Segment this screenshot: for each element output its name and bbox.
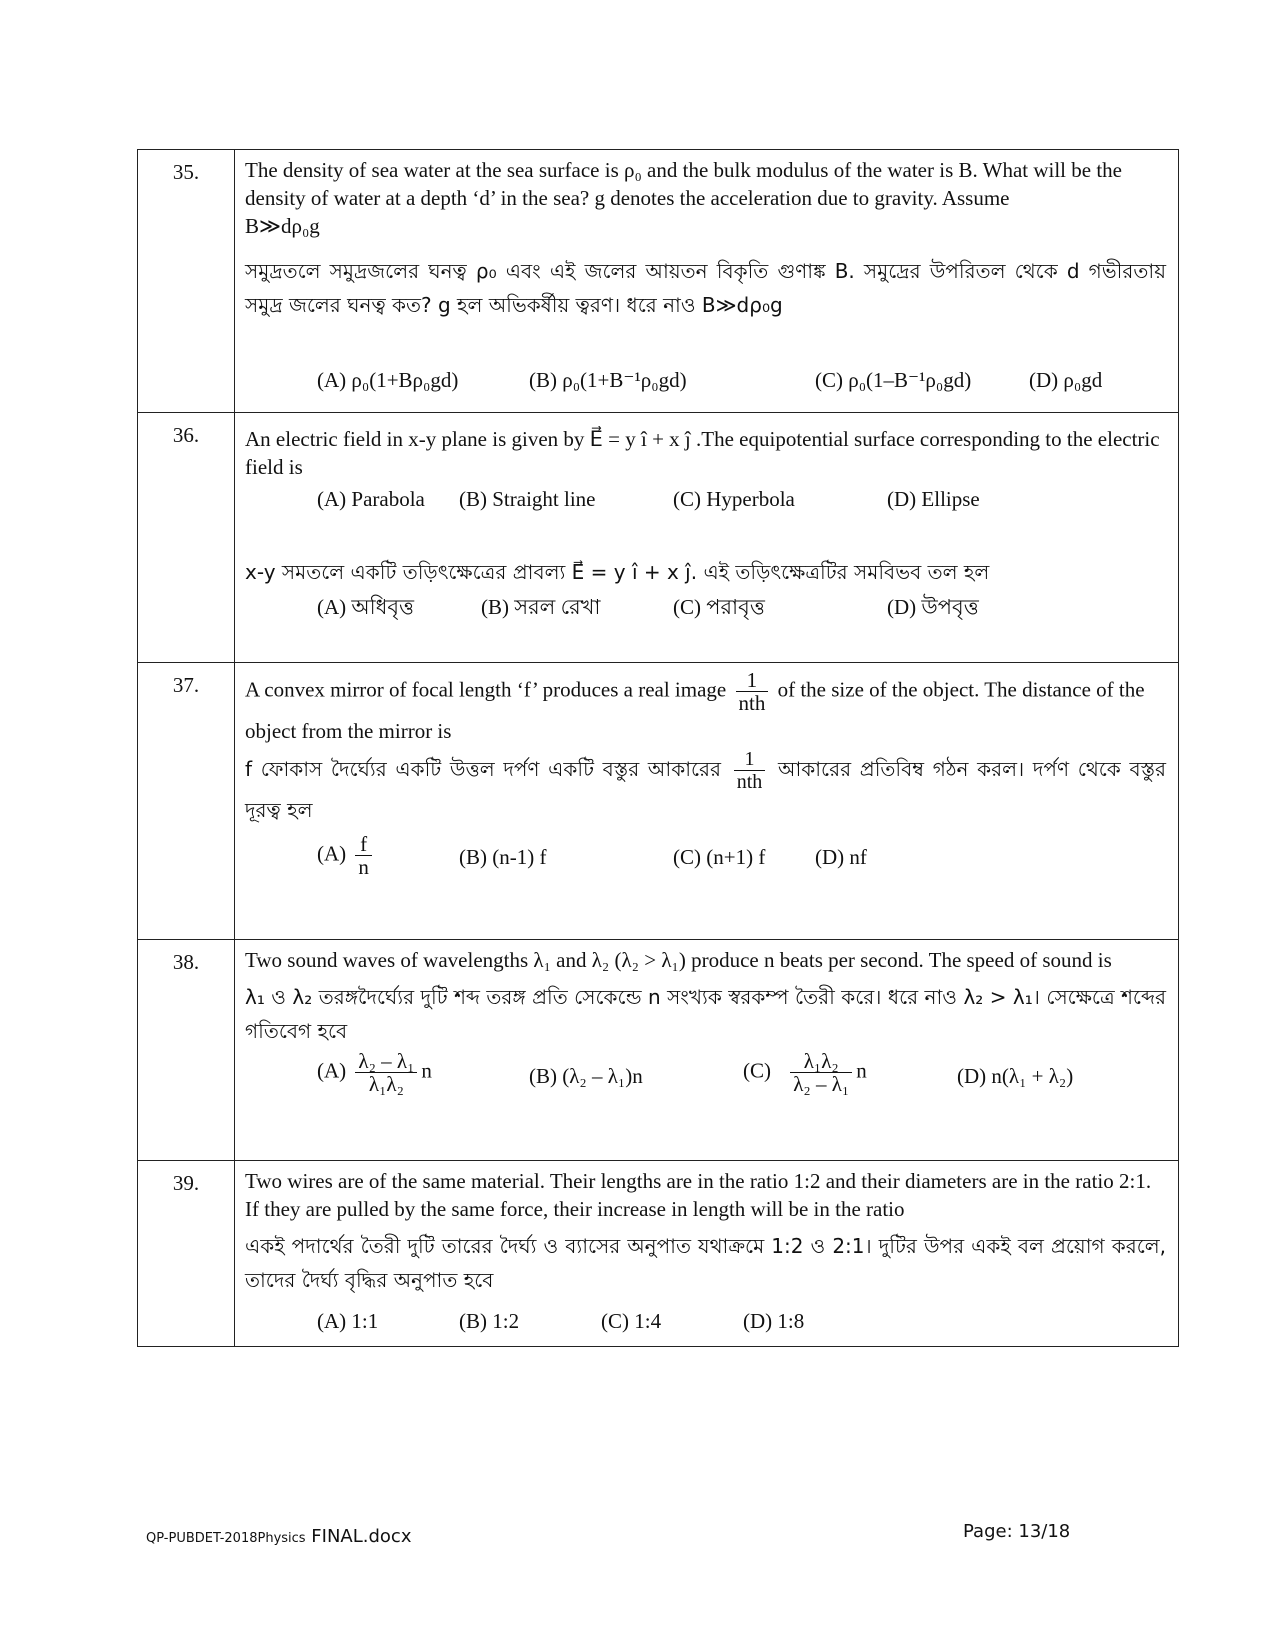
question-text-bn bbox=[245, 748, 1166, 827]
question-text-bn-part1: f ফোকাস দৈর্ঘ্যের একটি উত্তল দর্পণ একটি বস্তুর আকারের bbox=[245, 757, 722, 781]
option-c: (C) 1:4 bbox=[601, 1309, 662, 1333]
question-text-en-part2: of the size of the object. The distance of the object from the mirror is bbox=[245, 677, 1145, 743]
fraction-numerator: λ₁λ₂ bbox=[790, 1050, 852, 1073]
fraction-denominator: nth bbox=[738, 691, 766, 715]
option-b: (B) সরল রেখা bbox=[481, 595, 601, 619]
options-row bbox=[245, 1303, 1166, 1337]
option-b: (B) ρ₀(1+B⁻¹ρ₀gd) bbox=[529, 368, 687, 392]
option-a bbox=[317, 1050, 432, 1095]
option-a: (A) অধিবৃত্ত bbox=[317, 595, 415, 619]
question-text-en: The density of sea water at the sea surface is ρ₀ and the bulk modulus of the water is B. What will be the density of water at a depth ‘d’ in the sea? g denotes the acceleration due to gravity. Assume bbox=[245, 158, 1122, 210]
question-text-bn: x-y সমতলে একটি তড়িৎক্ষেত্রের প্রাবল্য E⃗ = y î + x ĵ. এই তড়িৎক্ষেত্রটির সমবিভব তল হল bbox=[245, 560, 990, 584]
question-text-en: An electric field in x-y plane is given by E⃗ = y î + x ĵ .The equipotential surface corresponding to the electric field is bbox=[245, 427, 1160, 479]
question-body bbox=[235, 940, 1179, 1161]
option-c: (C) (n+1) f bbox=[673, 845, 766, 869]
option-a-tail: n bbox=[421, 1058, 432, 1083]
question-text-en bbox=[245, 669, 1166, 748]
option-a: (A) 1:1 bbox=[317, 1309, 379, 1333]
question-row-35 bbox=[138, 150, 1179, 413]
question-number: 35. bbox=[138, 150, 235, 413]
fraction-numerator: 1 bbox=[734, 748, 766, 771]
option-c-label: (C) bbox=[743, 1058, 771, 1083]
option-a-label: (A) bbox=[317, 1058, 347, 1083]
option-d: (D) nf bbox=[815, 845, 867, 869]
option-c-tail: n bbox=[856, 1058, 867, 1083]
option-a-fraction bbox=[355, 1050, 417, 1095]
fraction-one-over-nth bbox=[736, 669, 769, 714]
footer-filename bbox=[146, 1526, 411, 1547]
question-table bbox=[137, 149, 1179, 1347]
option-d: (D) ρ₀gd bbox=[1029, 368, 1103, 392]
option-a-fraction bbox=[355, 833, 372, 878]
option-b: (B) 1:2 bbox=[459, 1309, 520, 1333]
footer-file-suffix: FINAL.docx bbox=[305, 1526, 412, 1547]
option-d: (D) Ellipse bbox=[887, 487, 980, 511]
question-body bbox=[235, 150, 1179, 413]
question-text-bn-part2: আকারের প্রতিবিম্ব গঠন করল। দর্পণ থেকে বস্তুর দূরত্ব হল bbox=[245, 757, 1166, 822]
question-text-en-part2: produce n beats per second. The speed of sound is bbox=[691, 948, 1112, 972]
question-row-36 bbox=[138, 413, 1179, 663]
fraction-one-over-nth bbox=[734, 748, 766, 793]
question-text-en bbox=[245, 946, 1166, 974]
options-row bbox=[245, 827, 1166, 883]
question-text-en-part1: Two sound waves of wavelengths bbox=[245, 948, 529, 972]
question-number: 38. bbox=[138, 940, 235, 1161]
fraction-denominator: λ₁λ₂ bbox=[368, 1072, 404, 1096]
question-row-38 bbox=[138, 940, 1179, 1161]
option-b: (B) (n-1) f bbox=[459, 845, 547, 869]
question-row-39 bbox=[138, 1161, 1179, 1347]
options-row bbox=[245, 362, 1166, 396]
question-text-en: Two wires are of the same material. Their lengths are in the ratio 1:2 and their diameters are in the ratio 2:1. If they are pulled by the same force, their increase in length will be in the ratio bbox=[245, 1169, 1152, 1221]
question-text-bn: সমুদ্রতলে সমুদ্রজলের ঘনত্ব ρ₀ এবং এই জলের আয়তন বিকৃতি গুণাঙ্ক B. সমুদ্রের উপরিতল থেকে d গভীরতায় সমুদ্র জলের ঘনত্ব কত? g হল অভিকর্ষীয় ত্বরণ। ধরে নাও B≫dρ₀g bbox=[245, 259, 1166, 317]
option-a: (A) Parabola bbox=[317, 487, 425, 511]
option-a bbox=[317, 833, 376, 878]
option-c: (C) ρ₀(1–B⁻¹ρ₀gd) bbox=[815, 368, 972, 392]
fraction-denominator: n bbox=[358, 855, 369, 879]
option-c bbox=[743, 1050, 867, 1095]
question-math-en: B≫dρ₀g bbox=[245, 214, 320, 238]
question-body bbox=[235, 663, 1179, 940]
footer-page-number: Page: 13/18 bbox=[963, 1521, 1071, 1542]
option-a: (A) ρ₀(1+Bρ₀gd) bbox=[317, 368, 459, 392]
fraction-denominator: λ₂ – λ₁ bbox=[793, 1072, 850, 1096]
option-d: (D) 1:8 bbox=[743, 1309, 805, 1333]
question-body bbox=[235, 413, 1179, 663]
fraction-numerator: 1 bbox=[736, 669, 769, 692]
question-text-en-part1: A convex mirror of focal length ‘f’ produces a real image bbox=[245, 677, 727, 702]
question-text-bn: একই পদার্থের তৈরী দুটি তারের দৈর্ঘ্য ও ব্যাসের অনুপাত যথাক্রমে 1:2 ও 2:1। দুটির উপর একই বল প্রয়োগ করলে, তাদের দৈর্ঘ্য বৃদ্ধির অনুপাত হবে bbox=[245, 1234, 1166, 1292]
option-c-fraction bbox=[790, 1050, 852, 1095]
option-c: (C) পরাবৃত্ত bbox=[673, 595, 765, 619]
option-b: (B) Straight line bbox=[459, 487, 596, 511]
option-c: (C) Hyperbola bbox=[673, 487, 795, 511]
question-row-37 bbox=[138, 663, 1179, 940]
options-row-bn bbox=[245, 589, 1166, 623]
fraction-denominator: nth bbox=[736, 771, 763, 793]
options-row-en bbox=[245, 481, 1166, 515]
question-body bbox=[235, 1161, 1179, 1347]
options-row bbox=[245, 1048, 1166, 1104]
question-math-en: λ₁ and λ₂ (λ₂ > λ₁) bbox=[533, 948, 686, 972]
option-b: (B) (λ₂ – λ₁)n bbox=[529, 1064, 643, 1088]
question-number: 37. bbox=[138, 663, 235, 940]
option-d: (D) n(λ₁ + λ₂) bbox=[957, 1064, 1074, 1088]
option-d: (D) উপবৃত্ত bbox=[887, 595, 979, 619]
question-text-bn: λ₁ ও λ₂ তরঙ্গদৈর্ঘ্যের দুটি শব্দ তরঙ্গ প্রতি সেকেন্ডে n সংখ্যক স্বরকম্প তৈরী করে। ধরে নাও λ₂ > λ₁। সেক্ষেত্রে শব্দের গতিবেগ হবে bbox=[245, 985, 1166, 1043]
option-a-label: (A) bbox=[317, 841, 347, 866]
fraction-numerator: λ₂ – λ₁ bbox=[355, 1050, 417, 1073]
fraction-numerator: f bbox=[355, 833, 372, 856]
question-number: 39. bbox=[138, 1161, 235, 1347]
question-number: 36. bbox=[138, 413, 235, 663]
footer-file-prefix: QP-PUBDET-2018Physics bbox=[146, 1531, 306, 1546]
